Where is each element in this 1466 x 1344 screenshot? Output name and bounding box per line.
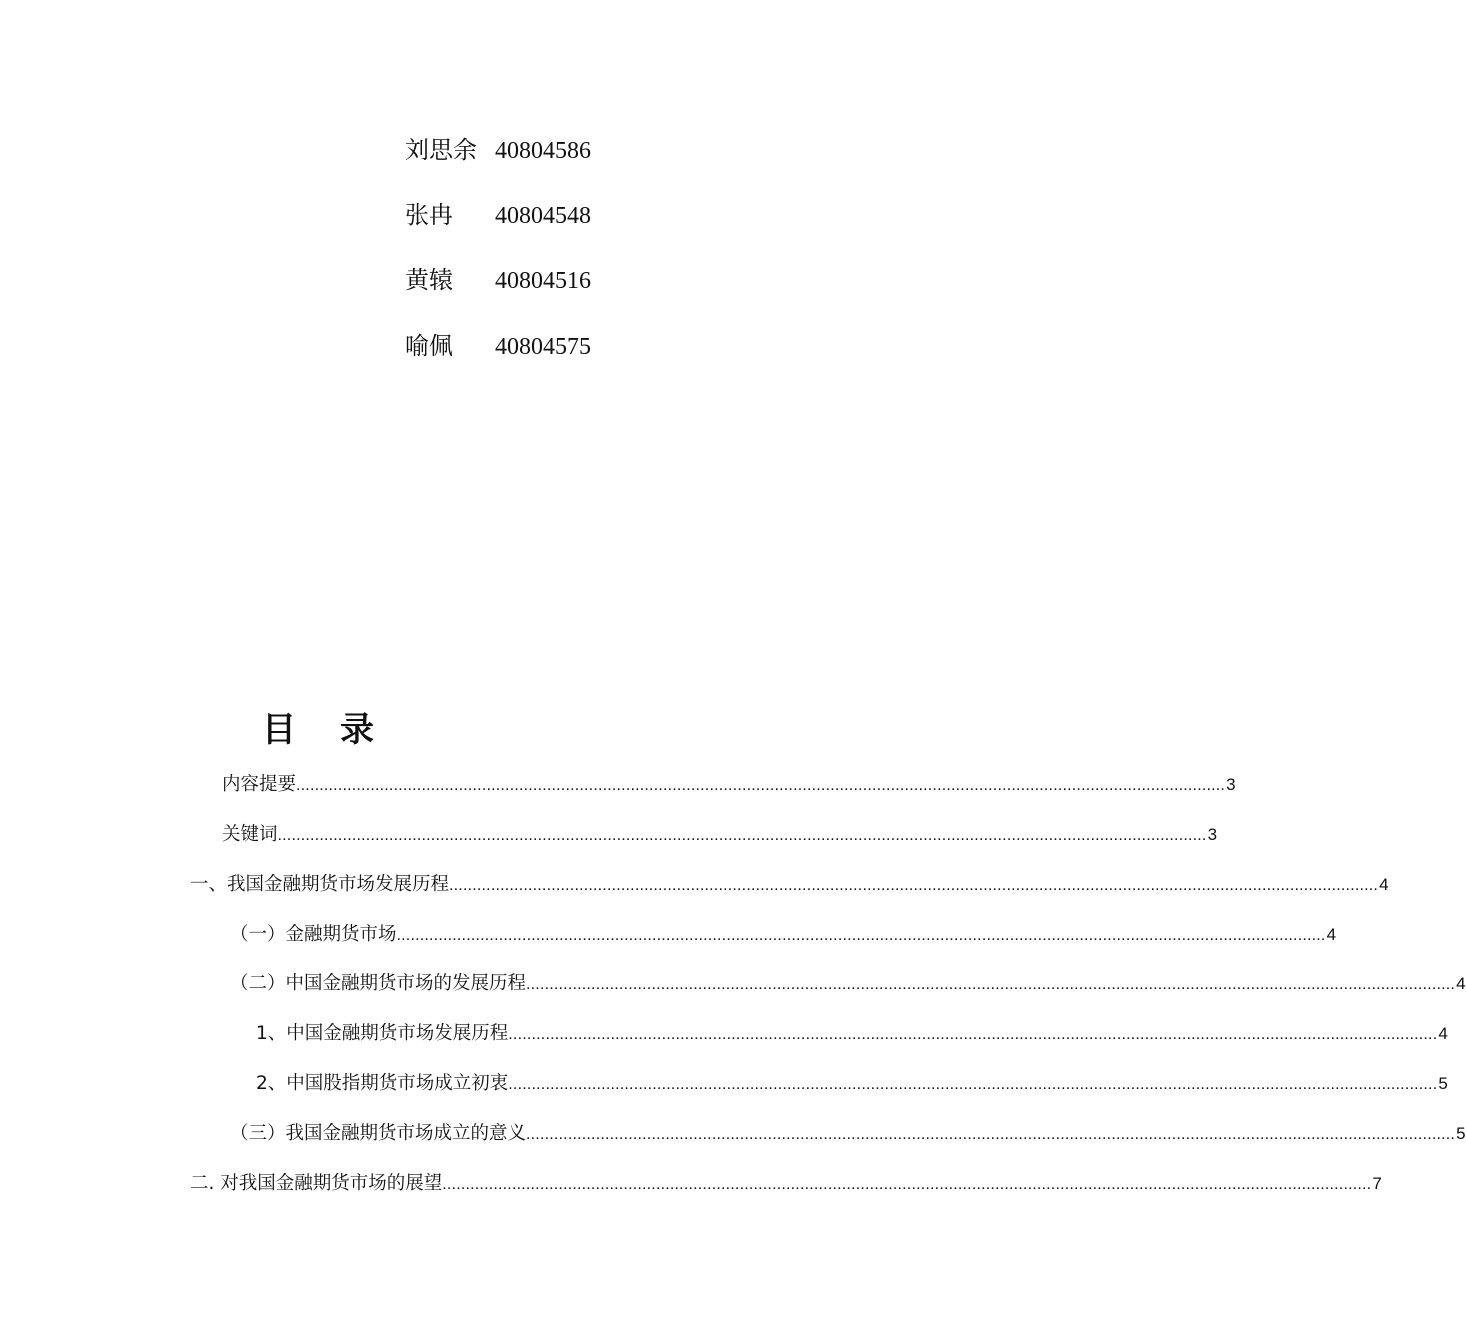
toc-page-number: 4 — [1379, 875, 1389, 894]
toc-entry-text: （二）中国金融期货市场的发展历程 — [230, 973, 527, 994]
toc-entry-text: 一、我国金融期货市场发展历程 — [190, 874, 450, 895]
toc-entry-text: 1、中国金融期货市场发展历程 — [256, 1023, 509, 1044]
toc-entry-text: 关键词 — [222, 824, 278, 845]
toc-entry[interactable] — [222, 821, 1218, 849]
toc-entry-text: （三）我国金融期货市场成立的意义 — [230, 1123, 527, 1144]
toc-entry[interactable] — [230, 970, 1466, 998]
toc-leader-dots: ........................................................................................................................................................................................................ — [526, 1126, 1456, 1143]
author-name: 刘思余 — [405, 138, 477, 164]
toc-leader-dots: ........................................................................................................................................................................................................ — [396, 927, 1326, 944]
toc-page-number: 4 — [1326, 925, 1337, 944]
toc-entry[interactable] — [222, 771, 1236, 799]
toc-entry[interactable] — [190, 871, 1389, 899]
toc-entry-text: 内容提要 — [222, 774, 297, 795]
toc-entry[interactable] — [256, 1020, 1448, 1048]
toc-page-number: 5 — [1456, 1124, 1466, 1143]
toc-leader-dots: ........................................................................................................................................................................................................ — [508, 1076, 1438, 1093]
toc-entry[interactable] — [230, 1120, 1466, 1148]
author-name: 喻佩 — [405, 334, 453, 360]
toc-leader-dots: ........................................................................................................................................................................................................ — [449, 877, 1379, 894]
toc-entry[interactable] — [190, 1170, 1382, 1198]
author-id: 40804586 — [495, 138, 591, 164]
toc-entry[interactable] — [230, 921, 1337, 949]
toc-title: 目录 — [262, 710, 418, 750]
toc-page-number: 4 — [1438, 1024, 1448, 1043]
author-id: 40804575 — [495, 334, 591, 360]
toc-leader-dots: ........................................................................................................................................................................................................ — [526, 976, 1456, 993]
author-id: 40804548 — [495, 203, 591, 229]
toc-page-number: 4 — [1456, 974, 1466, 993]
author-id: 40804516 — [495, 268, 591, 294]
toc-entry[interactable] — [256, 1070, 1448, 1098]
toc-leader-dots: ........................................................................................................................................................................................................ — [442, 1176, 1372, 1193]
author-name: 黄辕 — [405, 268, 453, 294]
toc-leader-dots: ........................................................................................................................................................................................................ — [296, 777, 1226, 794]
toc-page-number: 7 — [1372, 1174, 1382, 1193]
toc-leader-dots: ........................................................................................................................................................................................................ — [508, 1026, 1438, 1043]
toc-page-number: 5 — [1438, 1074, 1448, 1093]
toc-entry-text: （一）金融期货市场 — [230, 924, 397, 945]
toc-entry-text: 2、中国股指期货市场成立初衷 — [256, 1073, 509, 1094]
author-name: 张冉 — [405, 203, 453, 229]
toc-page-number: 3 — [1226, 775, 1236, 794]
toc-entry-text: 二. 对我国金融期货市场的展望 — [190, 1173, 443, 1194]
toc-leader-dots: ........................................................................................................................................................................................................ — [277, 827, 1207, 844]
toc-page-number: 3 — [1207, 825, 1218, 844]
